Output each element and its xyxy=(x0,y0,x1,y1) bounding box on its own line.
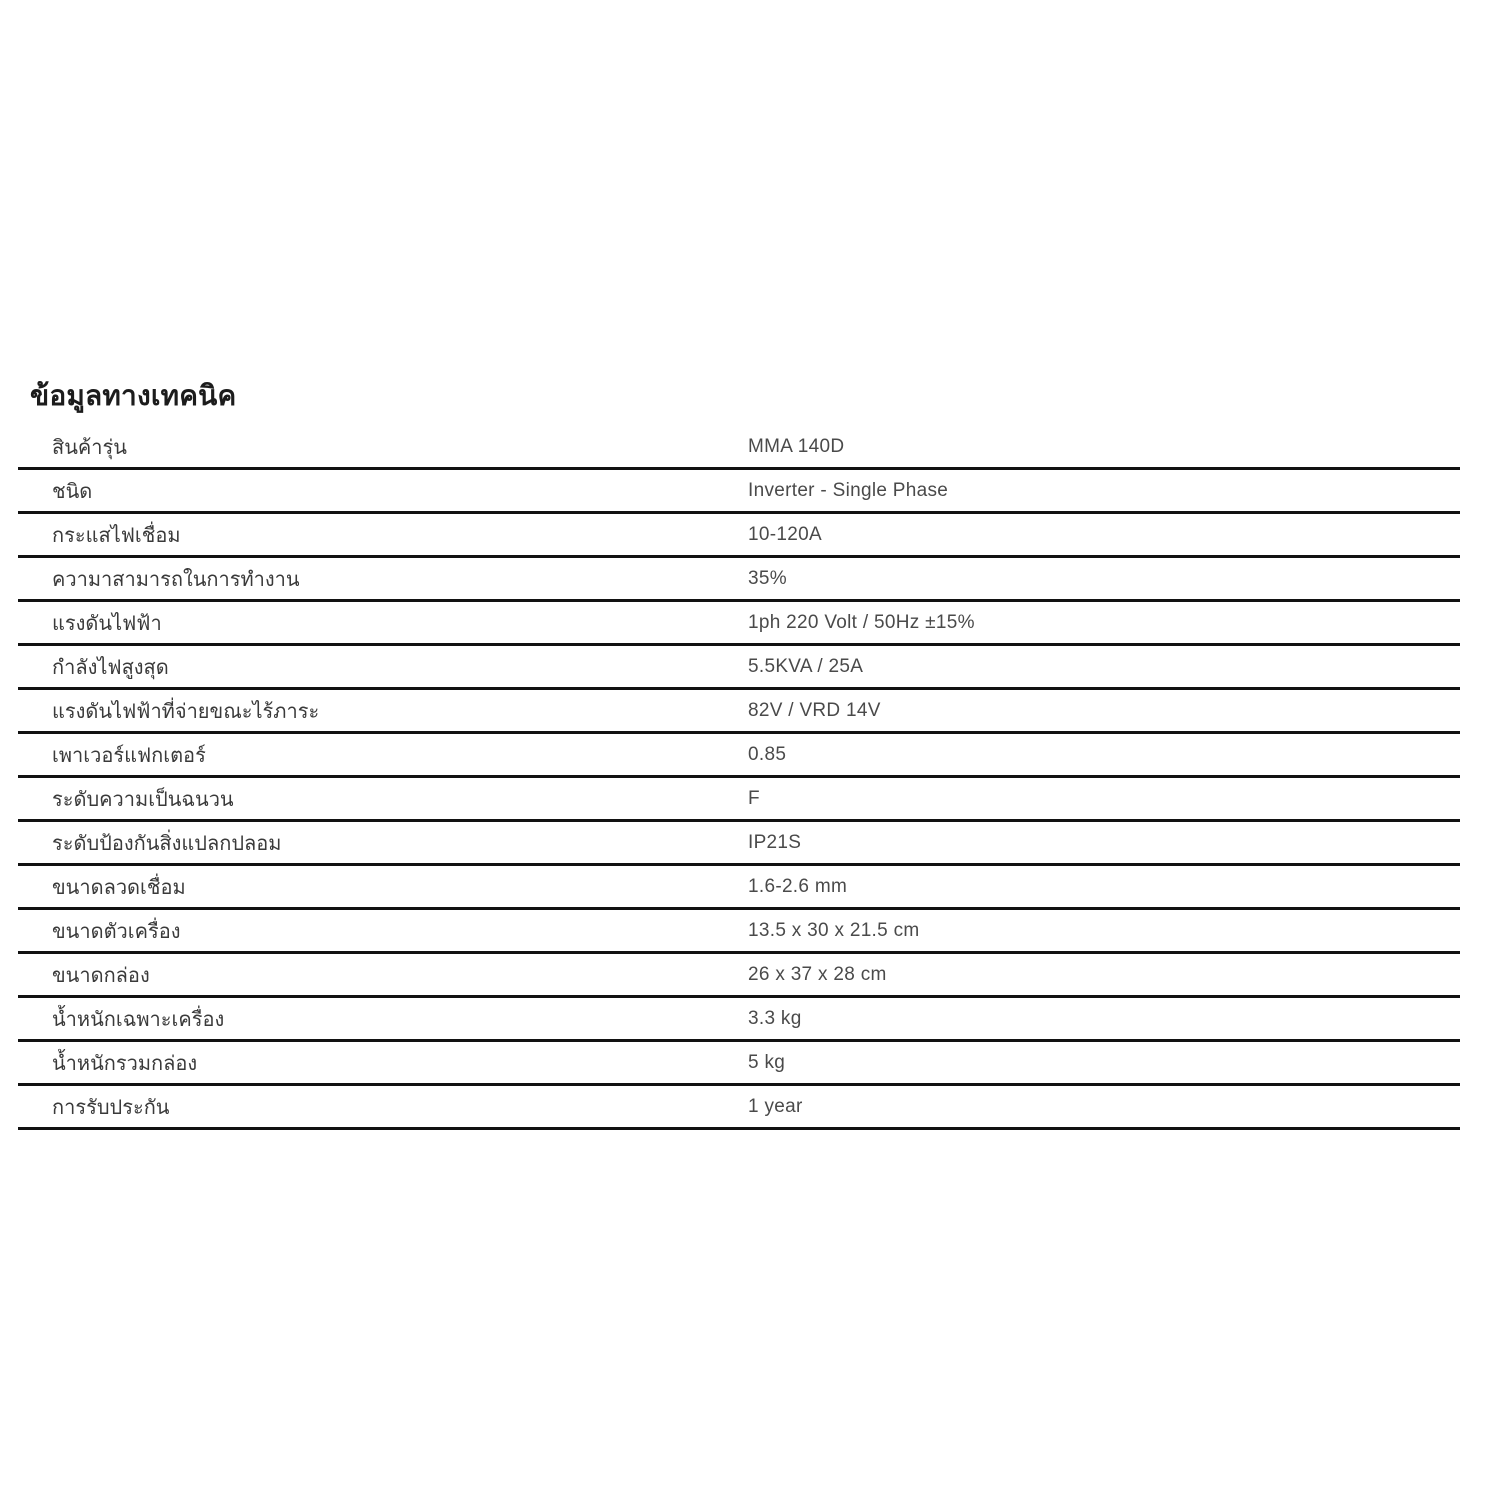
spec-value: 1.6-2.6 mm xyxy=(748,875,848,897)
table-row xyxy=(18,998,1460,1042)
table-row xyxy=(18,1086,1460,1130)
table-row xyxy=(18,602,1460,646)
spec-value: 26 x 37 x 28 cm xyxy=(748,963,887,985)
spec-label: แรงดันไฟฟ้าที่จ่ายขณะไร้ภาระ xyxy=(52,700,320,723)
table-row xyxy=(18,558,1460,602)
spec-label: กำลังไฟสูงสุด xyxy=(52,656,169,679)
spec-value: 5.5KVA / 25A xyxy=(748,655,864,677)
spec-table xyxy=(18,426,1460,1130)
table-row xyxy=(18,514,1460,558)
spec-value: 1ph 220 Volt / 50Hz ±15% xyxy=(748,611,975,633)
table-row xyxy=(18,1042,1460,1086)
spec-label: น้ำหนักเฉพาะเครื่อง xyxy=(52,1008,225,1031)
spec-value: IP21S xyxy=(748,831,802,853)
spec-label: ขนาดกล่อง xyxy=(52,964,150,987)
table-row xyxy=(18,910,1460,954)
spec-value: 0.85 xyxy=(748,743,787,765)
table-row xyxy=(18,690,1460,734)
spec-value: Inverter - Single Phase xyxy=(748,479,949,501)
table-row xyxy=(18,470,1460,514)
spec-label: แรงดันไฟฟ้า xyxy=(52,612,162,635)
table-row xyxy=(18,426,1460,470)
spec-label: กระแสไฟเชื่อม xyxy=(52,524,181,547)
spec-label: ระดับความเป็นฉนวน xyxy=(52,788,234,811)
table-row xyxy=(18,822,1460,866)
spec-label: น้ำหนักรวมกล่อง xyxy=(52,1052,198,1075)
table-row xyxy=(18,954,1460,998)
spec-value: 13.5 x 30 x 21.5 cm xyxy=(748,919,920,941)
spec-value: MMA 140D xyxy=(748,435,845,457)
table-row xyxy=(18,734,1460,778)
spec-value: 35% xyxy=(748,567,787,589)
table-row xyxy=(18,778,1460,822)
spec-value: 10-120A xyxy=(748,523,822,545)
spec-label: การรับประกัน xyxy=(52,1096,170,1119)
spec-label: ขนาดลวดเชื่อม xyxy=(52,876,186,899)
page-title: ข้อมูลทางเทคนิค xyxy=(30,380,237,411)
table-row xyxy=(18,646,1460,690)
spec-label: ความาสามารถในการทำงาน xyxy=(52,568,300,591)
table-row xyxy=(18,866,1460,910)
spec-value: 82V / VRD 14V xyxy=(748,699,881,721)
spec-label: เพาเวอร์แฟกเตอร์ xyxy=(52,744,206,767)
spec-value: 5 kg xyxy=(748,1051,786,1073)
spec-label: สินค้ารุ่น xyxy=(52,436,127,459)
spec-label: ชนิด xyxy=(52,480,93,503)
spec-value: F xyxy=(748,787,760,809)
spec-value: 3.3 kg xyxy=(748,1007,802,1029)
spec-label: ขนาดตัวเครื่อง xyxy=(52,920,181,943)
spec-value: 1 year xyxy=(748,1095,803,1117)
spec-label: ระดับป้องกันสิ่งแปลกปลอม xyxy=(52,832,282,855)
